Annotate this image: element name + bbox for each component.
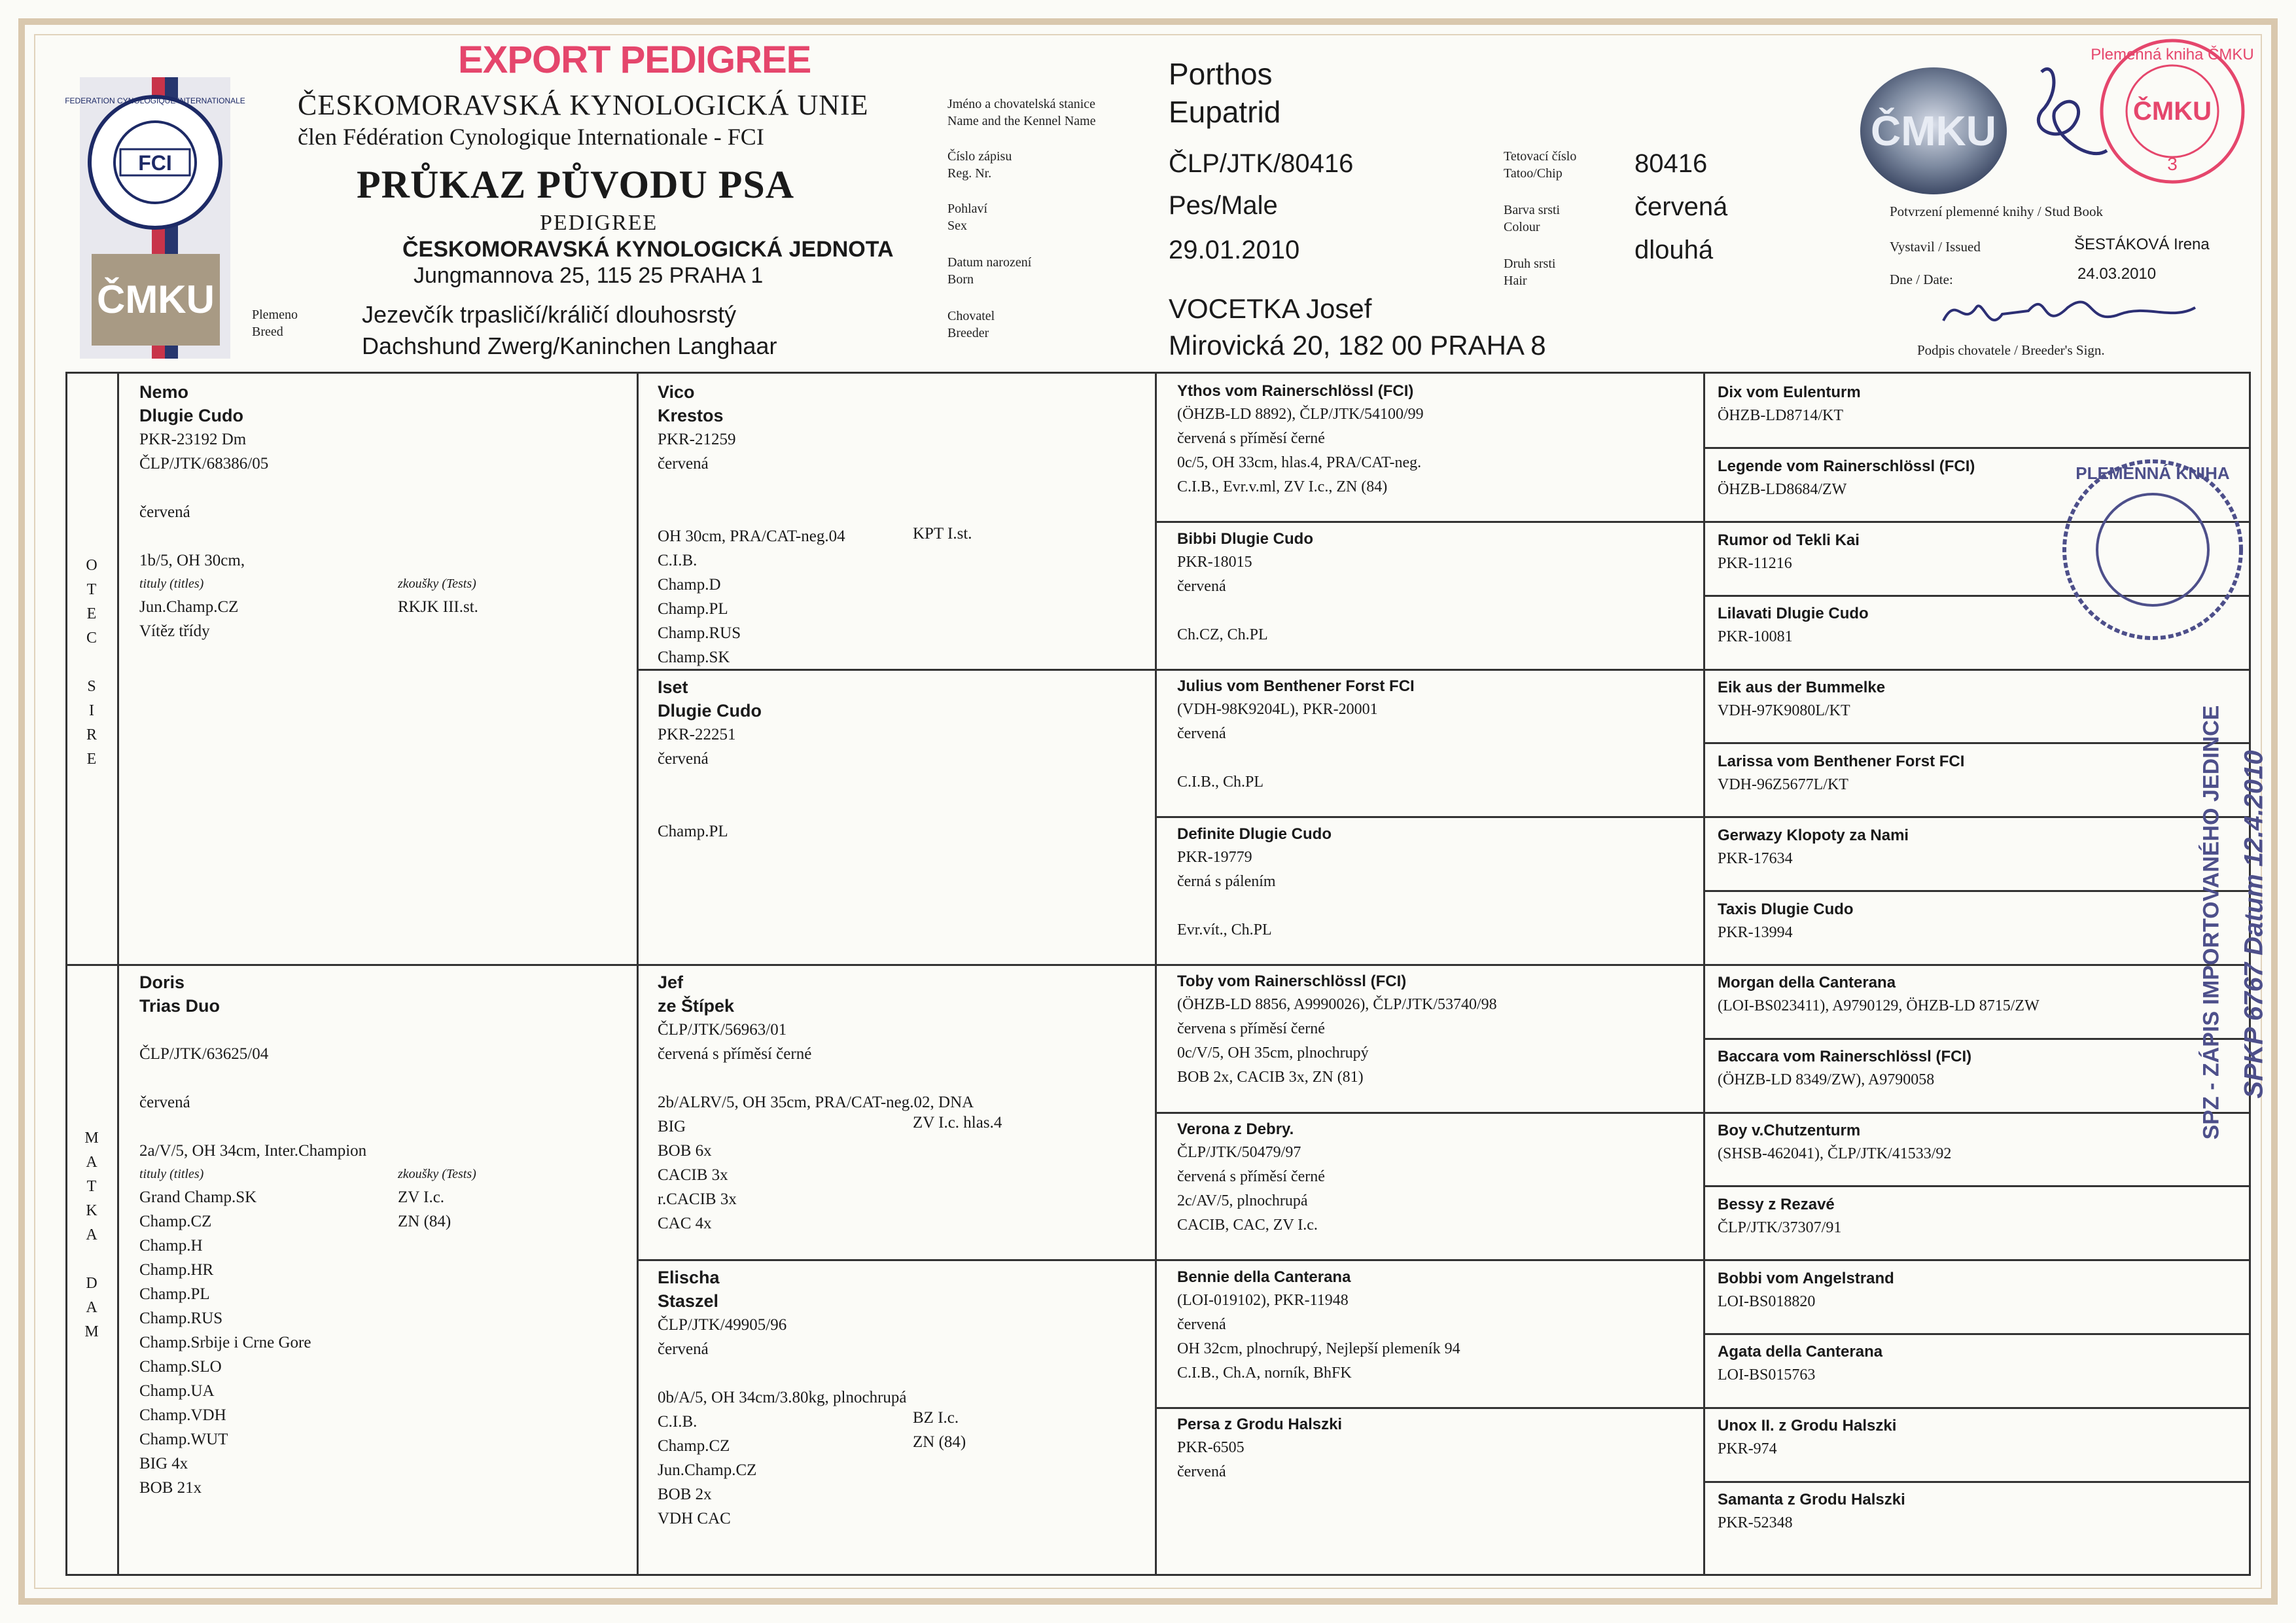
grandparent-detail-line: Champ.PL bbox=[658, 600, 728, 618]
born-label: Datum narození Born bbox=[947, 255, 1032, 287]
great-grandparent-detail-line: (ÖHZB-LD 8856, A9990026), ČLP/JTK/53740/98 bbox=[1177, 996, 1497, 1014]
gg-grandparent-reg: LOI-BS015763 bbox=[1718, 1366, 1816, 1384]
gg-grandparent-reg: (SHSB-462041), ČLP/JTK/41533/92 bbox=[1718, 1145, 1952, 1162]
grandparent-kennel: ze Štípek bbox=[658, 996, 735, 1016]
gg-grandparent-name: Dix vom Eulenturm bbox=[1718, 383, 1861, 401]
grandparent-detail-line: CAC 4x bbox=[658, 1215, 712, 1232]
gg-grandparent-reg: VDH-96Z5677L/KT bbox=[1718, 776, 1848, 793]
grandparent-detail-line: C.I.B. bbox=[658, 1413, 698, 1431]
dam-title-line: Champ.Srbije i Crne Gore bbox=[139, 1334, 311, 1351]
dam-detail-line bbox=[139, 1115, 624, 1139]
sex-label: Pohlaví Sex bbox=[947, 202, 988, 233]
breeder-address: Mirovická 20, 182 00 PRAHA 8 bbox=[1169, 330, 1546, 361]
gg-grandparent-name: Agata della Canterana bbox=[1718, 1343, 1883, 1361]
born-value: 29.01.2010 bbox=[1169, 236, 1300, 264]
sire-titles-label: tituly (titles) bbox=[139, 577, 204, 591]
great-grandparent-detail-line: PKR-19779 bbox=[1177, 848, 1252, 866]
gg-grandparent-reg: ÖHZB-LD8714/KT bbox=[1718, 407, 1843, 424]
great-grandparent-cell bbox=[1171, 968, 1701, 1111]
dam-title-line: Champ.SLO bbox=[139, 1358, 222, 1376]
grandparent-detail-line bbox=[658, 1066, 1142, 1090]
great-grandparent-detail-line bbox=[1177, 1508, 1694, 1533]
gg-grandparent-reg: LOI-BS018820 bbox=[1718, 1293, 1816, 1310]
grandparent-detail-line: BOB 2x bbox=[658, 1486, 712, 1503]
document-title: PRŮKAZ PŮVODU PSA bbox=[357, 163, 795, 206]
grandparent-detail-line: BIG bbox=[658, 1118, 686, 1135]
gg-grandparent-reg: PKR-17634 bbox=[1718, 849, 1793, 867]
dam-test-line: ZV I.c. bbox=[398, 1188, 445, 1206]
grandparent-note: BZ I.c. ZN (84) bbox=[913, 1409, 966, 1451]
great-grandparent-detail-line bbox=[1177, 746, 1694, 770]
export-pedigree-title: EXPORT PEDIGREE bbox=[458, 39, 811, 81]
breeder-sign-label: Podpis chovatele / Breeder's Sign. bbox=[1917, 342, 2105, 358]
gg-grandparent-cell bbox=[1711, 1412, 2244, 1482]
gg-grandparent-cell bbox=[1711, 1338, 2244, 1408]
great-grandparent-detail-line: ČLP/JTK/50479/97 bbox=[1177, 1144, 1301, 1161]
grandparent-detail-line: ČLP/JTK/49905/96 bbox=[658, 1316, 787, 1334]
gg-grandparent-name: Eik aus der Bummelke bbox=[1718, 679, 1886, 697]
stamp-number: 3 bbox=[2167, 154, 2178, 174]
import-stamp-line2: SPKP 6767 Datum 12.4.2010 bbox=[2239, 750, 2269, 1099]
grandparent-detail-line bbox=[658, 795, 1142, 819]
dam-title-line: Champ.CZ bbox=[139, 1213, 212, 1230]
great-grandparent-name: Persa z Grodu Halszki bbox=[1177, 1416, 1343, 1434]
great-grandparent-detail-line: 0c/V/5, OH 35cm, plnochrupý bbox=[1177, 1044, 1369, 1062]
date-label: Dne / Date: bbox=[1890, 272, 1953, 287]
breeder-name: VOCETKA Josef bbox=[1169, 293, 1372, 324]
gg-grandparent-name: Lilavati Dlugie Cudo bbox=[1718, 605, 1869, 623]
great-grandparent-detail-line: červená s příměsí černé bbox=[1177, 1168, 1325, 1185]
great-grandparent-detail-line: červená bbox=[1177, 725, 1226, 743]
grandparent-detail-line: BOB 6x bbox=[658, 1142, 712, 1160]
gg-grandparent-reg: (LOI-BS023411), A9790129, ÖHZB-LD 8715/ZW bbox=[1718, 997, 2040, 1015]
great-grandparent-detail-line: C.I.B., Ch.PL bbox=[1177, 774, 1264, 791]
dam-title-line: Champ.UA bbox=[139, 1382, 215, 1400]
great-grandparent-detail-line: (ÖHZB-LD 8892), ČLP/JTK/54100/99 bbox=[1177, 406, 1424, 423]
grandparent-detail-line: červená bbox=[658, 750, 709, 768]
dam-title-line: Champ.RUS bbox=[139, 1310, 223, 1327]
dam-title-line: Champ.HR bbox=[139, 1261, 214, 1279]
great-grandparent-cell bbox=[1171, 378, 1701, 520]
grandparent-kennel: Dlugie Cudo bbox=[658, 701, 762, 721]
gg-grandparent-reg: PKR-10081 bbox=[1718, 628, 1793, 646]
great-grandparent-detail-line: OH 32cm, plnochrupý, Nejlepší plemeník 94 bbox=[1177, 1340, 1460, 1357]
grandparent-detail-line: Champ.D bbox=[658, 576, 721, 594]
reg-label: Číslo zápisu Reg. Nr. bbox=[947, 149, 1012, 181]
gg-grandparent-name: Rumor od Tekli Kai bbox=[1718, 531, 1860, 549]
dam-test-line: ZN (84) bbox=[398, 1213, 451, 1230]
dam-details bbox=[139, 1018, 624, 1163]
grandparent-detail-line bbox=[658, 1361, 1142, 1385]
tattoo-value: 80416 bbox=[1634, 149, 1708, 178]
great-grandparent-detail-line bbox=[1177, 599, 1694, 623]
sire-kennel: Dlugie Cudo bbox=[139, 406, 243, 425]
gg-grandparent-reg: PKR-11216 bbox=[1718, 554, 1792, 572]
studbook-confirm-label: Potvrzení plemenné knihy / Stud Book bbox=[1890, 204, 2104, 219]
great-grandparent-detail-line: červená bbox=[1177, 1315, 1226, 1333]
gg-grandparent-reg: PKR-974 bbox=[1718, 1440, 1777, 1458]
document-subtitle: PEDIGREE bbox=[540, 211, 658, 235]
issue-date: 24.03.2010 bbox=[2077, 265, 2157, 283]
grandparent-detail-line bbox=[658, 771, 1142, 795]
gg-grandparent-cell bbox=[1711, 822, 2244, 891]
great-grandparent-detail-line: BOB 2x, CACIB 3x, ZN (81) bbox=[1177, 1069, 1364, 1086]
dam-cell bbox=[133, 968, 630, 1573]
hair-value: dlouhá bbox=[1634, 236, 1714, 264]
great-grandparent-name: Bennie della Canterana bbox=[1177, 1268, 1351, 1286]
sire-tests bbox=[398, 595, 478, 619]
grandparent-detail-line: ČLP/JTK/56963/01 bbox=[658, 1021, 787, 1039]
tattoo-label: Tetovací číslo Tatoo/Chip bbox=[1504, 149, 1577, 181]
issued-value: ŠESTÁKOVÁ Irena bbox=[2074, 236, 2210, 253]
sire-side-label bbox=[82, 554, 101, 772]
great-grandparent-detail-line: (LOI-019102), PKR-11948 bbox=[1177, 1291, 1349, 1309]
gg-grandparent-cell bbox=[1711, 1191, 2244, 1260]
sire-details bbox=[139, 427, 624, 573]
great-grandparent-cell bbox=[1171, 1411, 1701, 1554]
gg-grandparent-name: Boy v.Chutzenturm bbox=[1718, 1122, 1861, 1139]
org-name-cmkj: ČESKOMORAVSKÁ KYNOLOGICKÁ JEDNOTA bbox=[402, 237, 894, 262]
gg-grandparent-name: Bobbi vom Angelstrand bbox=[1718, 1269, 1894, 1287]
grandparent-detail-line: červená bbox=[658, 1340, 709, 1358]
grandparent-name: Elischa bbox=[658, 1268, 720, 1287]
grandparent-detail-line: C.I.B. bbox=[658, 552, 698, 569]
gg-grandparent-cell bbox=[1711, 969, 2244, 1039]
gg-grandparent-cell bbox=[1711, 379, 2244, 448]
dam-title-line: Champ.PL bbox=[139, 1285, 210, 1303]
sire-detail-line bbox=[139, 476, 624, 500]
dam-detail-line: 2a/V/5, OH 34cm, Inter.Champion bbox=[139, 1142, 367, 1160]
gg-grandparent-reg: PKR-52348 bbox=[1718, 1514, 1793, 1531]
great-grandparent-detail-line: 0c/5, OH 33cm, hlas.4, PRA/CAT-neg. bbox=[1177, 454, 1422, 471]
great-grandparent-detail-line: Ch.CZ, Ch.PL bbox=[1177, 626, 1268, 643]
gg-grandparent-name: Taxis Dlugie Cudo bbox=[1718, 900, 1854, 918]
grandparent-detail-line: Champ.CZ bbox=[658, 1437, 730, 1455]
grandparent-detail-line bbox=[658, 500, 1142, 524]
great-grandparent-detail-line: červená s příměsí černé bbox=[1177, 430, 1325, 447]
grandparent-detail-line: OH 30cm, PRA/CAT-neg.04 bbox=[658, 527, 845, 545]
dam-tests-label: zkoušky (Tests) bbox=[398, 1167, 476, 1181]
grandparent-detail-line: VDH CAC bbox=[658, 1510, 731, 1527]
great-grandparent-detail-line: červená bbox=[1177, 1463, 1226, 1481]
name-label: Jméno a chovatelská stanice Name and the Kennel Name bbox=[947, 97, 1096, 128]
grandparent-detail-line: PKR-22251 bbox=[658, 726, 736, 743]
sire-en-label-text: S I R E bbox=[86, 678, 97, 768]
studbook-stamp bbox=[2091, 36, 2254, 187]
dam-detail-line bbox=[139, 1018, 624, 1042]
grandparent-detail-line: Jun.Champ.CZ bbox=[658, 1461, 757, 1479]
gg-grandparent-cell bbox=[1711, 748, 2244, 817]
sire-detail-line: červená bbox=[139, 503, 190, 521]
sire-detail-line: PKR-23192 Dm bbox=[139, 431, 247, 448]
gg-grandparent-name: Gerwazy Klopoty za Nami bbox=[1718, 826, 1909, 844]
great-grandparent-detail-line: Evr.vít., Ch.PL bbox=[1177, 921, 1272, 938]
hologram-text: ČMKU bbox=[1871, 107, 1996, 154]
grandparent-detail-line bbox=[658, 476, 1142, 500]
dog-name: Porthos bbox=[1169, 57, 1273, 91]
great-grandparent-cell bbox=[1171, 821, 1701, 963]
breeder-label: Chovatel Breeder bbox=[947, 309, 995, 340]
grandparent-note: ZV I.c. hlas.4 bbox=[913, 1114, 1002, 1132]
grandparent-kennel: Krestos bbox=[658, 406, 724, 425]
sire-title-line: Vítěz třídy bbox=[139, 622, 210, 640]
grandparent-note: KPT I.st. bbox=[913, 525, 972, 543]
breeder-signature bbox=[1937, 281, 2199, 340]
issued-label: Vystavil / Issued bbox=[1890, 239, 1981, 255]
sire-cz-label-text: O T E C bbox=[86, 557, 97, 647]
gg-grandparent-cell bbox=[1711, 1265, 2244, 1334]
gg-grandparent-cell bbox=[1711, 1117, 2244, 1186]
gg-grandparent-name: Larissa vom Benthener Forst FCI bbox=[1718, 753, 1965, 770]
dam-titles-label: tituly (titles) bbox=[139, 1167, 204, 1181]
great-grandparent-name: Verona z Debry. bbox=[1177, 1120, 1294, 1138]
colour-label: Barva srsti Colour bbox=[1504, 203, 1561, 234]
great-grandparent-detail-line: červená bbox=[1177, 577, 1226, 595]
grandparent-detail-line: Champ.PL bbox=[658, 823, 728, 840]
grandparent-detail-line: červená bbox=[658, 455, 709, 473]
dam-title-line: Champ.VDH bbox=[139, 1406, 226, 1424]
dam-tests bbox=[398, 1185, 476, 1234]
grandparent-cell bbox=[651, 673, 1148, 961]
great-grandparent-cell bbox=[1171, 673, 1701, 815]
sire-detail-line: ČLP/JTK/68386/05 bbox=[139, 455, 269, 473]
grandparent-detail-line: 0b/A/5, OH 34cm/3.80kg, plnochrupá bbox=[658, 1389, 907, 1406]
grandparent-detail-line: červená s příměsí černé bbox=[658, 1045, 812, 1063]
gg-grandparent-cell bbox=[1711, 1043, 2244, 1113]
fci-membership: člen Fédération Cynologique Internationale - FCI bbox=[298, 124, 764, 150]
great-grandparent-detail-line: 2c/AV/5, plnochrupá bbox=[1177, 1192, 1308, 1209]
gg-grandparent-reg: PKR-13994 bbox=[1718, 923, 1793, 941]
great-grandparent-detail-line: PKR-6505 bbox=[1177, 1439, 1245, 1457]
hologram-seal bbox=[1858, 65, 2009, 196]
breed-label: Plemeno Breed bbox=[252, 308, 298, 339]
fci-cmku-logo bbox=[65, 77, 245, 359]
great-grandparent-cell bbox=[1171, 526, 1701, 668]
gg-grandparent-cell bbox=[1711, 674, 2244, 743]
sire-name: Nemo bbox=[139, 382, 189, 402]
dam-title-line: Champ.H bbox=[139, 1237, 203, 1255]
great-grandparent-detail-line: C.I.B., Evr.v.ml, ZV I.c., ZN (84) bbox=[1177, 478, 1388, 495]
dam-detail-line bbox=[139, 1066, 624, 1090]
great-grandparent-cell bbox=[1171, 1116, 1701, 1258]
grandparent-detail-line: Champ.SK bbox=[658, 649, 730, 666]
gg-grandparent-name: Morgan della Canterana bbox=[1718, 974, 1896, 992]
gg-grandparent-name: Baccara vom Rainerschlössl (FCI) bbox=[1718, 1048, 1972, 1066]
stamp-ring-text: Plemenná kniha ČMKU bbox=[2091, 46, 2254, 63]
grandparent-cell bbox=[651, 968, 1148, 1256]
gg-grandparent-name: Bessy z Rezavé bbox=[1718, 1195, 1835, 1213]
dam-titles bbox=[139, 1185, 398, 1500]
dam-name: Doris bbox=[139, 972, 185, 992]
great-grandparent-name: Definite Dlugie Cudo bbox=[1177, 825, 1332, 843]
gg-grandparent-reg: ÖHZB-LD8684/ZW bbox=[1718, 480, 1847, 498]
sire-test-line: RKJK III.st. bbox=[398, 598, 478, 616]
grandparent-detail-line: 2b/ALRV/5, OH 35cm, PRA/CAT-neg.02, DNA bbox=[658, 1094, 974, 1111]
fci-logo-ring-text: FEDERATION CYNOLOGIQUE INTERNATIONALE bbox=[65, 96, 245, 105]
great-grandparent-cell bbox=[1171, 1264, 1701, 1406]
grandparent-name: Jef bbox=[658, 972, 684, 992]
gg-grandparent-reg: ČLP/JTK/37307/91 bbox=[1718, 1219, 1842, 1236]
great-grandparent-detail-line: CACIB, CAC, ZV I.c. bbox=[1177, 1217, 1318, 1234]
great-grandparent-detail-line: (VDH-98K9204L), PKR-20001 bbox=[1177, 701, 1378, 719]
colour-value: červená bbox=[1634, 192, 1728, 221]
reg-number: ČLP/JTK/80416 bbox=[1169, 149, 1354, 178]
great-grandparent-detail-line: červena s příměsí černé bbox=[1177, 1020, 1325, 1038]
great-grandparent-detail-line: černá s pálením bbox=[1177, 872, 1276, 890]
dam-cz-label-text: M A T K A bbox=[84, 1130, 99, 1243]
grandparent-name: Iset bbox=[658, 677, 688, 697]
grandparent-cell bbox=[651, 1263, 1148, 1551]
grandparent-cell bbox=[651, 378, 1148, 666]
grandparent-kennel: Staszel bbox=[658, 1291, 719, 1311]
great-grandparent-name: Toby vom Rainerschlössl (FCI) bbox=[1177, 972, 1407, 991]
great-grandparent-detail-line: C.I.B., Ch.A, norník, BhFK bbox=[1177, 1364, 1352, 1382]
fci-logo-text: FCI bbox=[138, 151, 172, 175]
grandparent-detail-line: CACIB 3x bbox=[658, 1166, 728, 1184]
org-address: Jungmannova 25, 115 25 PRAHA 1 bbox=[414, 263, 764, 288]
breed-cz: Jezevčík trpasličí/králičí dlouhosrstý bbox=[362, 301, 737, 328]
gg-grandparent-cell bbox=[1711, 1486, 2244, 1556]
grandparent-detail-line: Champ.RUS bbox=[658, 624, 741, 642]
cmku-logo-text: ČMKU bbox=[97, 277, 215, 321]
dam-title-line: BOB 21x bbox=[139, 1479, 202, 1497]
dam-detail-line: ČLP/JTK/63625/04 bbox=[139, 1045, 269, 1063]
sire-cell bbox=[133, 378, 630, 960]
grandparent-detail-line: r.CACIB 3x bbox=[658, 1190, 737, 1208]
import-stamp-line1: SPZ - ZÁPIS IMPORTOVANÉHO JEDINCE bbox=[2199, 705, 2224, 1140]
kennel-name: Eupatrid bbox=[1169, 95, 1281, 129]
sire-titles bbox=[139, 595, 398, 643]
hair-label: Druh srsti Hair bbox=[1504, 257, 1556, 288]
gg-grandparent-name: Unox II. z Grodu Halszki bbox=[1718, 1417, 1897, 1435]
stamp-center-text: ČMKU bbox=[2133, 97, 2212, 126]
sire-detail-line bbox=[139, 524, 624, 548]
grandparent-name: Vico bbox=[658, 382, 695, 402]
dam-en-label-text: D A M bbox=[84, 1275, 99, 1340]
gg-grandparent-name: Legende vom Rainerschlössl (FCI) bbox=[1718, 457, 1975, 475]
dam-kennel: Trias Duo bbox=[139, 996, 221, 1016]
great-grandparent-detail-line bbox=[1177, 894, 1694, 918]
dam-side-label bbox=[82, 1126, 101, 1344]
sex-value: Pes/Male bbox=[1169, 191, 1278, 220]
dam-title-line: Champ.WUT bbox=[139, 1431, 228, 1448]
gg-grandparent-reg: (ÖHZB-LD 8349/ZW), A9790058 bbox=[1718, 1071, 1935, 1089]
sire-tests-label: zkoušky (Tests) bbox=[398, 577, 476, 591]
grandparent-detail-line: PKR-21259 bbox=[658, 431, 736, 448]
breed-en: Dachshund Zwerg/Kaninchen Langhaar bbox=[362, 332, 777, 359]
sire-detail-line: 1b/5, OH 30cm, bbox=[139, 552, 245, 569]
import-stamp-ring-text: PLEMENNÁ KNIHA bbox=[2075, 463, 2230, 483]
dam-detail-line: červená bbox=[139, 1094, 190, 1111]
gg-grandparent-cell bbox=[1711, 896, 2244, 965]
sire-title-line: Jun.Champ.CZ bbox=[139, 598, 239, 616]
dam-title-line: BIG 4x bbox=[139, 1455, 188, 1472]
dam-title-line: Grand Champ.SK bbox=[139, 1188, 257, 1206]
pedigree-table bbox=[65, 372, 2251, 1576]
great-grandparent-name: Ythos vom Rainerschlössl (FCI) bbox=[1177, 382, 1414, 400]
great-grandparent-detail-line: PKR-18015 bbox=[1177, 553, 1252, 571]
great-grandparent-name: Julius vom Benthener Forst FCI bbox=[1177, 677, 1415, 696]
gg-grandparent-name: Samanta z Grodu Halszki bbox=[1718, 1491, 1905, 1508]
org-name-cmku: ČESKOMORAVSKÁ KYNOLOGICKÁ UNIE bbox=[298, 89, 869, 121]
great-grandparent-name: Bibbi Dlugie Cudo bbox=[1177, 529, 1313, 548]
great-grandparent-detail-line bbox=[1177, 1484, 1694, 1508]
gg-grandparent-reg: VDH-97K9080L/KT bbox=[1718, 702, 1850, 720]
